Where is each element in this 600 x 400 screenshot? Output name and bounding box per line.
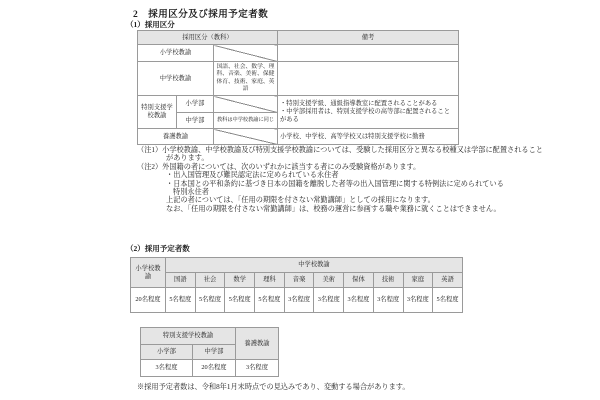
- t2-value-kokugo: 5名程度: [166, 288, 196, 313]
- note1: （注1）小学校教諭、中学校教諭及び特別支援学校教諭については、受験した採用区分と異なる校種又は学部に配置されることがあります。: [137, 146, 543, 163]
- t2-value-ongaku: 3名程度: [284, 288, 314, 313]
- t3-group-header: 特別支援学校教諭: [141, 328, 236, 345]
- section1-heading: （1）採用区分: [126, 20, 175, 29]
- note2-intro: （注2）外国籍の者については、次のいずれかに該当する者にのみ受験資格があります。: [137, 162, 421, 171]
- t1-special-remark-2: ・中学部採用者は、特別支援学校の高等部に配置されることがある: [280, 107, 451, 124]
- t2-subject-kokugo: 国語: [166, 273, 196, 288]
- t2-value-gijutsu: 3名程度: [373, 288, 403, 313]
- t2-value-rika: 5名程度: [255, 288, 285, 313]
- t2-value-katei: 3名程度: [403, 288, 433, 313]
- t2-value-bijutsu: 3名程度: [314, 288, 344, 313]
- section2-heading: （2）採用予定者数: [126, 244, 190, 253]
- note2-line4: なお、「任用の期限を付さない常勤講師」は、校務の運営に参画する職や業務に就くことはできません。: [166, 204, 501, 213]
- special-support-table: [140, 327, 279, 377]
- t2-subject-ongaku: 音楽: [284, 273, 314, 288]
- t1-row-nurse-label: 養護教諭: [138, 129, 214, 145]
- t3-value-elementary: 3名程度: [141, 360, 193, 377]
- t3-value-nurse: 3名程度: [236, 360, 279, 377]
- t2-subject-gijutsu: 技術: [373, 273, 403, 288]
- t1-header-remarks: 備考: [278, 31, 459, 45]
- t1-row-elementary-subjects-na: [214, 45, 278, 62]
- note2-bullet1: ・出入国管理及び難民認定法に定められている永住者: [166, 171, 339, 180]
- t2-group-header: 中学校教諭: [166, 258, 463, 273]
- notes-block: [137, 146, 543, 213]
- t2-value-sugaku: 5名程度: [225, 288, 255, 313]
- t1-row-junior-remarks: [278, 62, 459, 96]
- recruitment-category-table: [137, 30, 459, 145]
- t1-special-remark-1: ・特別支援学級、通級指導教室に配置されることがある: [280, 99, 438, 107]
- t1-row-special-sub2: 中学部: [177, 113, 214, 129]
- t2-value-eigo: 5名程度: [433, 288, 463, 313]
- note2-line3: 上記の者については、「任用の期限を付さない常勤講師」としての採用になります。: [166, 196, 435, 205]
- t2-subject-bijutsu: 美術: [314, 273, 344, 288]
- t1-row-elementary-remarks: [278, 45, 459, 62]
- t3-sub-elementary: 小学部: [141, 345, 193, 360]
- t1-row-special-remarks: [278, 96, 459, 129]
- t3-nurse-header: 養護教諭: [236, 328, 279, 360]
- t2-subject-sugaku: 数学: [225, 273, 255, 288]
- t3-value-junior: 20名程度: [193, 360, 236, 377]
- t1-row-special-sub1: 小学部: [177, 96, 214, 113]
- footnote: ※採用予定者数は、令和8年1月末時点での見込みであり、変動する場合があります。: [137, 383, 410, 391]
- note2-bullet2: ・日本国との平和条約に基づき日本の国籍を離脱した者等の出入国管理に関する特例法に定められている: [166, 179, 504, 188]
- t2-value-shakai: 5名程度: [195, 288, 225, 313]
- t1-row-special-label: 特別支援学校教諭: [138, 96, 177, 129]
- t1-row-elementary-label: 小学校教諭: [138, 45, 214, 62]
- t3-sub-junior: 中学部: [193, 345, 236, 360]
- page-title: 2 採用区分及び採用予定者数: [133, 10, 269, 20]
- t2-col1-header: 小学校教諭: [131, 258, 166, 288]
- t1-row-junior-subjects: 国語、社会、数学、理科、音楽、美術、保健体育、技術、家庭、英語: [214, 62, 278, 96]
- t2-value-hotai: 3名程度: [344, 288, 374, 313]
- t2-subject-hotai: 保体: [344, 273, 374, 288]
- t2-subject-rika: 理科: [255, 273, 285, 288]
- t1-row-special-sub2-subjects: 教科は中学校教諭に同じ: [214, 113, 278, 129]
- t1-row-special-sub1-subjects-na: [214, 96, 278, 113]
- t1-row-nurse-remarks: 小学校、中学校、高等学校又は特別支援学校に勤務: [278, 129, 459, 145]
- note2-bullet2-continuation: 特別永住者: [173, 188, 209, 197]
- t2-subject-shakai: 社会: [195, 273, 225, 288]
- planned-hires-table: [130, 257, 463, 313]
- t2-subject-eigo: 英語: [433, 273, 463, 288]
- t1-row-nurse-subjects-na: [214, 129, 278, 145]
- t1-header-category: 採用区分（教科）: [138, 31, 278, 45]
- t2-value-elementary: 20名程度: [131, 288, 166, 313]
- t2-subject-katei: 家庭: [403, 273, 433, 288]
- t1-row-junior-label: 中学校教諭: [138, 62, 214, 96]
